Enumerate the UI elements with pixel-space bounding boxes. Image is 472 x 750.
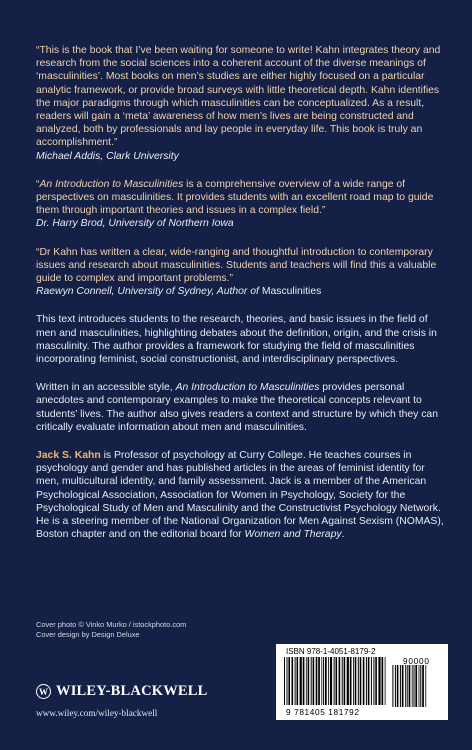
barcode-bar (378, 657, 380, 705)
barcode-bar (288, 657, 290, 705)
wiley-circle-w-icon: W (36, 684, 51, 699)
barcode-digits: 9 781405 181792 (286, 707, 360, 717)
barcode-bar (415, 665, 417, 707)
barcode-bar (375, 657, 377, 705)
quote-text (36, 44, 446, 150)
text-run: . (341, 529, 345, 541)
barcode-bar (334, 657, 335, 705)
barcode-bar (409, 665, 411, 707)
barcode-bar (313, 657, 315, 705)
barcode-bar (382, 657, 384, 705)
barcode-bar (360, 657, 362, 705)
barcode-bar (355, 657, 357, 705)
text-run: Women and Therapy (244, 529, 342, 541)
barcode-bar (395, 665, 396, 707)
quote-attribution (36, 285, 446, 298)
barcode-bar (400, 665, 401, 707)
barcode-bar (373, 657, 374, 705)
barcode-bar (306, 657, 307, 705)
quote-attribution (36, 217, 446, 230)
barcode-bar (368, 657, 370, 705)
barcode-bar (419, 665, 420, 707)
endorsement-quote (36, 178, 446, 231)
barcode-bar (336, 657, 338, 705)
barcode-bar (328, 657, 329, 705)
barcode-bar (318, 657, 320, 705)
text-run: An Introduction to Masculinities (39, 178, 184, 190)
barcode-bar (323, 657, 324, 705)
barcode-bar (420, 665, 421, 707)
barcode-bar (342, 657, 343, 705)
publisher-url: www.wiley.com/wiley-blackwell (36, 708, 158, 718)
description-paragraph (36, 313, 446, 366)
barcode-bar (425, 665, 426, 707)
barcode-bar (407, 665, 408, 707)
text-run: An Introduction to Masculinities (175, 382, 320, 394)
barcode-bar (325, 657, 327, 705)
endorsement-quote (36, 44, 446, 163)
author-name: Jack S. Kahn (36, 450, 101, 462)
attribution-run: Michael Addis, Clark University (36, 150, 179, 162)
barcode-bar (316, 657, 318, 705)
text-run: is Professor of psychology at Curry College. He teaches courses in psychology and gender and has published articles in the areas of feminist identity for men, multicultural identity, and family assessment. Jack is a member of the American Psychological Association, Association for Women in Psychology, Society for the Psychological Study of Men and Masculinity and the Constructivist Psychology Network. He is a steering member of the National Organization for Men Against Sexism (NOMAS), Boston chapter and on the editorial board for (36, 450, 444, 541)
text-run: “Dr Kahn has written a clear, wide-ranging and thoughtful introduction to contemporary issues and research about masculinities. Students and teachers will find this a valuable guide to complex and important problems.” (36, 246, 437, 285)
barcode-bar (405, 665, 406, 707)
barcode-bar (284, 657, 285, 705)
isbn-label: ISBN 978-1-4051-8179-2 (286, 647, 376, 656)
barcode-panel (276, 644, 448, 720)
text-run: Written in an accessible style, (36, 382, 176, 394)
cover-photo-credit: Cover photo © Vinko Murko / istockphoto.com (36, 620, 187, 629)
price-code: 90000 (403, 657, 430, 666)
endorsements (36, 44, 446, 298)
barcode-bar (402, 665, 404, 707)
barcode-bar (371, 657, 372, 705)
publisher-name: WILEY-BLACKWELL (56, 683, 208, 699)
publisher-logo (36, 683, 208, 700)
description-paragraph (36, 381, 446, 434)
text-run: is a comprehensive overview of a wide range of perspectives on masculinities. It provides students with an excellent road map to guide them through important theories and issues in a complex field.” (36, 178, 434, 217)
cover-design-credit: Cover design by Design Deluxe (36, 629, 140, 639)
barcode-bar (287, 657, 288, 705)
description (36, 313, 446, 434)
text-run: “ (36, 178, 40, 190)
barcode-bar (392, 665, 393, 707)
barcode-bar (300, 657, 302, 705)
quote-text (36, 246, 446, 286)
barcode-bar (363, 657, 365, 705)
barcode-bar (422, 665, 424, 707)
barcode-bar (353, 657, 354, 705)
barcode-bar (366, 657, 367, 705)
text-run: This text introduces students to the research, theories, and basic issues in the field of men and masculinities, highlighting debates about the definition, origin, and the crisis in masculinity. The author provides a framework for studying the field of masculinities incorporating feminist, social constructionist, and interdisciplinary perspectives. (36, 314, 437, 366)
barcode-bar (347, 657, 349, 705)
attribution-run: Raewyn Connell, University of Sydney, Author of (36, 286, 262, 298)
text-column (36, 44, 446, 557)
barcode-bar (358, 657, 359, 705)
cover-credits (36, 620, 186, 639)
barcode-bar (295, 657, 296, 705)
barcode-bar (311, 657, 312, 705)
barcode-bar (308, 657, 310, 705)
quote-attribution (36, 150, 446, 163)
author-bio (36, 449, 446, 541)
author-bio-text (36, 450, 444, 540)
barcode-bar (412, 665, 413, 707)
barcode-bar (321, 657, 322, 705)
attribution-run: Masculinities (261, 286, 322, 298)
barcode-bar (385, 657, 386, 705)
text-run: “This is the book that I’ve been waiting for someone to write! Kahn integrates theory and research from the social sciences into a coherent account of the diverse meanings of ‘masculinities’. Most books on men’s studies are either highly focused on a particular analytic framework, or provide broad surveys with little theoretical depth. Kahn identifies the major paradigms through which masculinities can be conceptualized. As a result, readers will gain a ‘meta’ awareness of how men’s lives are being constructed and analyzed, both by professionals and lay people in everyday life. This book is truly an accomplishment.” (36, 45, 441, 149)
text-run: provides personal anecdotes and contemporary examples to make the theoretical concepts relevant to students’ lives. The author also gives readers a context and structure by which they can critically evaluate information about men and masculinities. (36, 382, 438, 433)
barcode-bar (397, 665, 399, 707)
endorsement-quote (36, 246, 446, 299)
barcode-bar (297, 657, 299, 705)
attribution-run: Dr. Harry Brod, University of Northern Iowa (36, 218, 234, 230)
quote-text (36, 178, 446, 218)
barcode-bar (414, 665, 415, 707)
barcode-bar (303, 657, 305, 705)
barcode-bar (339, 657, 341, 705)
barcode-bar (330, 657, 332, 705)
barcode-bar (344, 657, 346, 705)
barcode-bar (292, 657, 294, 705)
barcode-bar (350, 657, 352, 705)
